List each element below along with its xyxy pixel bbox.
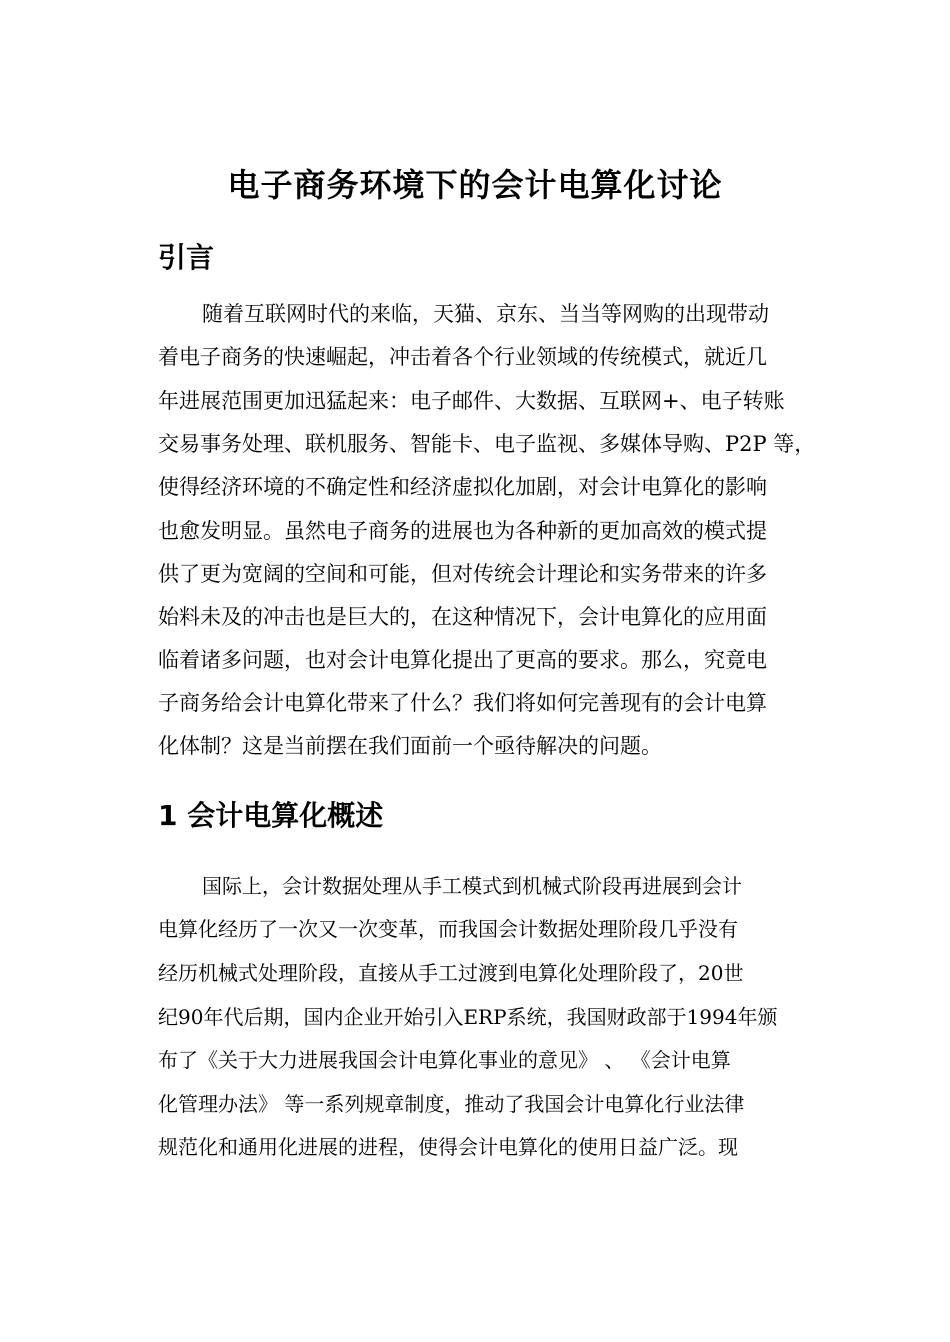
text-line: 也愈发明显。虽然电子商务的进展也为各种新的更加高效的模式提 [158,519,767,543]
text-line: 随着互联网时代的来临，天猫、京东、当当等网购的出现带动 [202,302,769,326]
text-line: 使得经济环境的不确定性和经济虚拟化加剧，对会计电算化的影响 [158,475,767,499]
document-title: 电子商务环境下的会计电算化讨论 [227,166,723,204]
text-line: 电算化经历了一次又一次变革，而我国会计数据处理阶段几乎没有 [158,917,738,941]
text-line: 化体制？这是当前摆在我们面前一个亟待解决的问题。 [158,734,662,758]
text-line: 布了《关于大力进展我国会计电算化事业的意见》 、 《会计电算 [158,1048,731,1072]
text-line: 纪90年代后期，国内企业开始引入ERP系统，我国财政部于1994年颁 [158,1005,778,1029]
text-line: 始料未及的冲击也是巨大的，在这种情况下，会计电算化的应用面 [158,605,767,629]
text-line: 年进展范围更加迅猛起来：电子邮件、大数据、互联网+、电子转账 [158,389,785,413]
text-line: 交易事务处理、联机服务、智能卡、电子监视、多媒体导购、P2P 等， [158,432,816,456]
intro-heading: 引言 [158,241,215,274]
text-line: 临着诸多问题，也对会计电算化提出了更高的要求。那么，究竟电 [158,648,767,672]
text-line: 子商务给会计电算化带来了什么？我们将如何完善现有的会计电算 [158,691,767,715]
section-1-heading: 1 会计电算化概述 [158,799,384,832]
text-line: 着电子商务的快速崛起，冲击着各个行业领域的传统模式，就近几 [158,345,767,369]
text-line: 供了更为宽阔的空间和可能，但对传统会计理论和实务带来的许多 [158,562,767,586]
text-line: 规范化和通用化进展的进程，使得会计电算化的使用日益广泛。现 [158,1135,738,1159]
text-line: 经历机械式处理阶段，直接从手工过渡到电算化处理阶段了，20世 [158,961,744,985]
text-line: 化管理办法》 等一系列规章制度，推动了我国会计电算化行业法律 [158,1092,745,1116]
text-line: 国际上，会计数据处理从手工模式到机械式阶段再进展到会计 [202,874,742,898]
